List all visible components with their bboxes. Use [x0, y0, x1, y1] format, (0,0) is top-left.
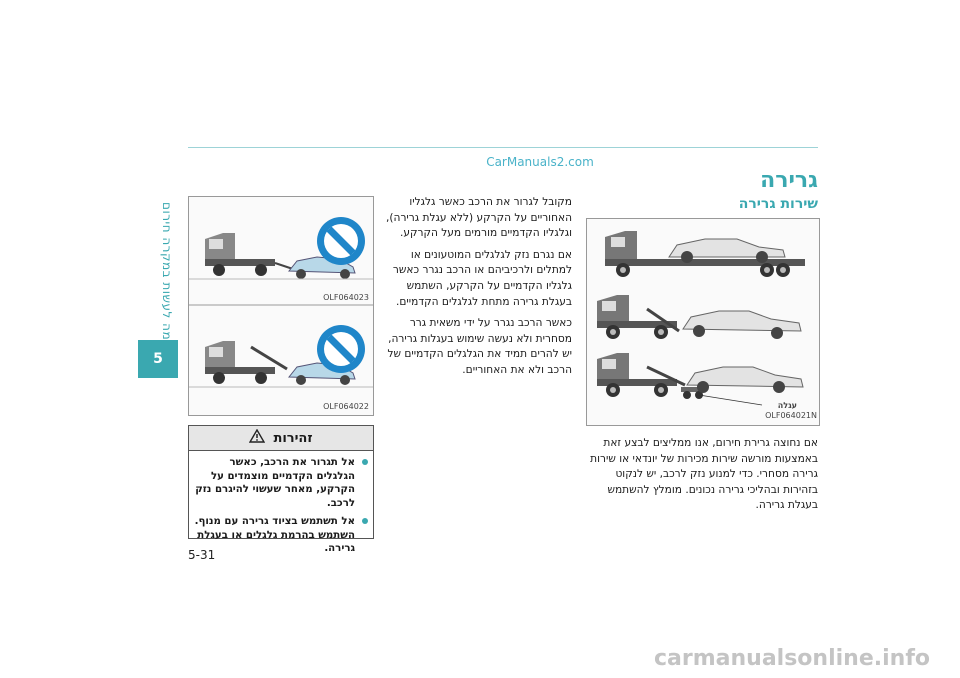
caution-title: זהירות	[273, 430, 313, 446]
towing-body-text	[384, 195, 572, 385]
towing-methods-figure	[586, 218, 820, 426]
wheel-lift-truck-illustration	[597, 295, 801, 339]
chapter-side-title: מה לעשות במקרה חירום	[160, 201, 174, 340]
top-divider	[188, 147, 818, 148]
prohibited-towing-figure	[188, 196, 374, 416]
section-title: גרירה	[760, 168, 818, 193]
dolly-truck-illustration	[597, 353, 803, 405]
watermark-top: CarManuals2.com	[486, 155, 594, 169]
page-number: 5-31	[188, 548, 216, 562]
bullet-icon	[362, 459, 368, 465]
towing-service-text: אם נחוצה גרירת חירום, אנו ממליצים לבצע זאת באמצעות מורשה שירות מכירות של יונדאי או שירות גרירה מסחרי. כדי למנוע נזק לרכב, יש לנקוט בזהירות ובהליכי גרירה נכונים. מומלץ להשתמש בעגלת גרירה.	[590, 437, 818, 512]
caution-item: אל תגרור את הרכב, כאשר הגלגלים הקדמיים מוצמדים על הקרקע, מאחר שעשוי להיגרם נזק לרכב.	[189, 456, 373, 510]
figure-code: OLF064021N	[765, 411, 817, 420]
prohibited-sign-icon	[317, 217, 365, 265]
caution-item: אל תשתמש בציוד גרירה עם מנוף. השתמש בהרמת גלגלים או בעגלת גרירה.	[189, 515, 373, 556]
figure-code: OLF064022	[323, 402, 369, 411]
towing-methods-illustration	[587, 219, 819, 425]
bullet-icon	[362, 518, 368, 524]
warning-triangle-icon	[249, 429, 265, 447]
chapter-number-badge: 5	[138, 340, 178, 378]
chapter-side-tab	[138, 0, 178, 678]
body-paragraph: אם נגרם נזק לגלגלים המוטעונים או למתלים ולרכיביהם או הרכב נגרר כאשר גלגליו הקדמיים על הקרקע, השתמש בעגלת גרירה מתחת לגלגלים הקדמיים.	[392, 248, 572, 308]
figure-code: OLF064023	[323, 293, 369, 302]
caution-list	[189, 456, 373, 561]
caution-box	[188, 425, 374, 554]
body-paragraph: כאשר הרכב נגרר על ידי משאית גרר מסחרית ולא נעשה שימוש בעגלות גרירה, יש להרים תמיד את הגלגלים הקדמיים של הרכב ולא את האחוריים.	[387, 317, 572, 376]
watermark-bottom: carmanualsonline.info	[654, 646, 930, 671]
caution-header	[189, 426, 373, 451]
prohibited-sign-icon	[317, 325, 365, 373]
sub-title: שירות גרירה	[738, 196, 818, 212]
body-paragraph: מקובל לגרור את הרכב כאשר גלגליו האחוריים על הקרקע (ללא עגלת גרירה), וגלגליו הקדמיים מורמים מעל הקרקע.	[386, 196, 572, 240]
prohibited-towing-illustration	[189, 197, 373, 415]
dolly-label: עגלה	[777, 401, 797, 410]
flatbed-truck-illustration	[605, 231, 805, 277]
